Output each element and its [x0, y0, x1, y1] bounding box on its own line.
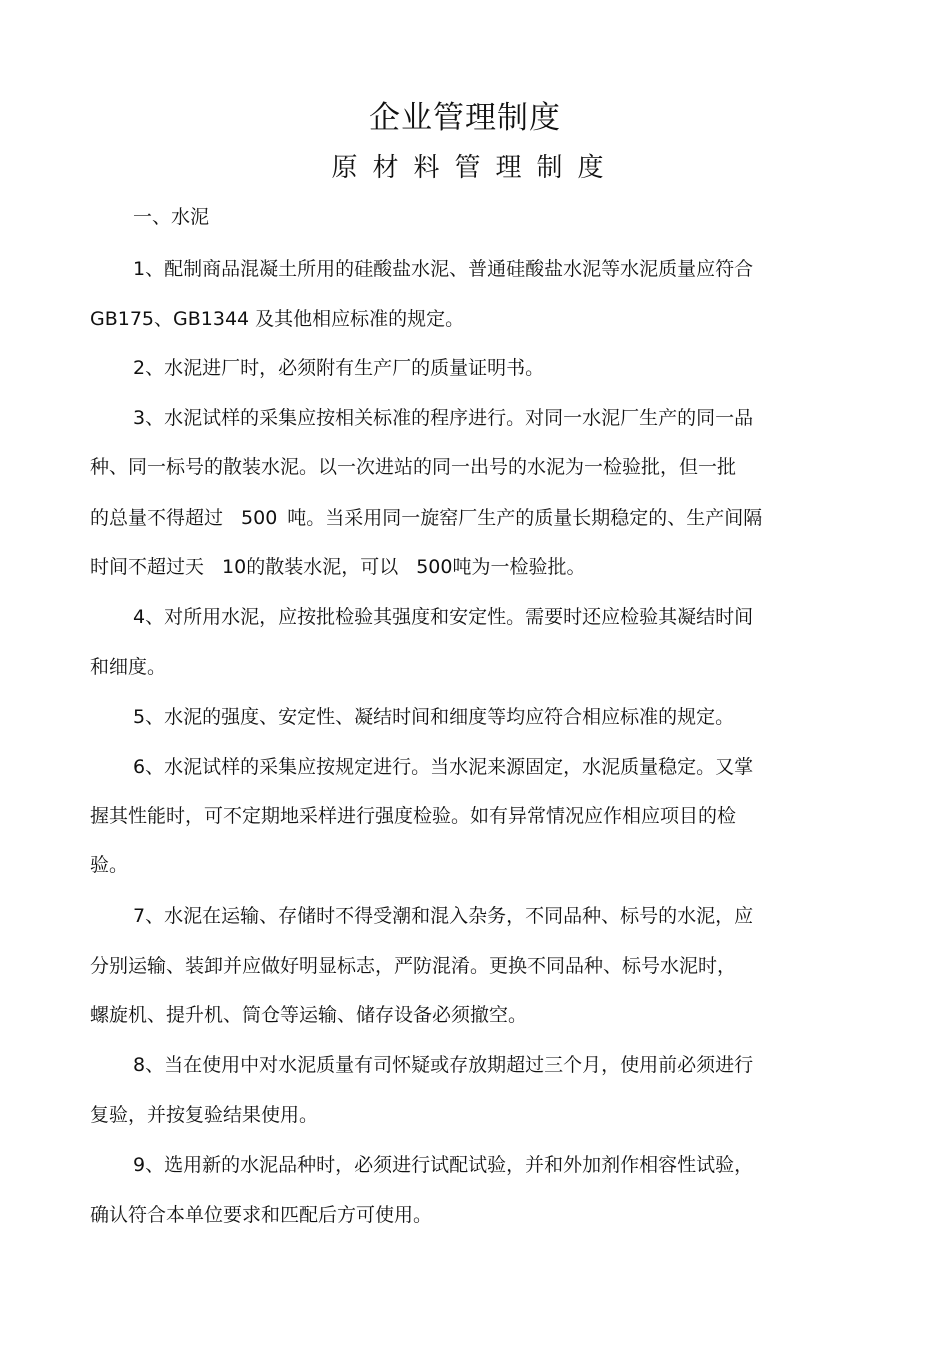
paragraph-line: 和细度。 — [90, 656, 167, 678]
text-segment: 的散装水泥，可以 — [246, 556, 399, 578]
paragraph-line: 确认符合本单位要求和匹配后方可使用。 — [90, 1204, 433, 1226]
quantity-value: 500 — [241, 507, 278, 529]
paragraph-line: 种、同一标号的散装水泥。以一次进站的同一出号的水泥为一检验批，但一批 — [90, 456, 737, 478]
paragraph-line: 4、对所用水泥，应按批检验其强度和安定性。需要时还应检验其凝结时间 — [133, 606, 754, 628]
paragraph-line: 9、选用新的水泥品种时，必须进行试配试验，并和外加剂作相容性试验， — [133, 1154, 754, 1176]
paragraph-line — [90, 552, 835, 582]
paragraph-line: 6、水泥试样的采集应按规定进行。当水泥来源固定，水泥质量稳定。又掌 — [133, 756, 754, 778]
paragraph-line: 螺旋机、提升机、筒仓等运输、储存设备必须撤空。 — [90, 1004, 528, 1026]
paragraph-line: 复验，并按复验结果使用。 — [90, 1104, 319, 1126]
quantity-value: 10 — [222, 556, 247, 578]
text-segment: 时间不超过天 — [90, 556, 205, 578]
document-subtitle: 原材料管理制度 — [331, 153, 619, 183]
paragraph-line: 握其性能时，可不定期地采样进行强度检验。如有异常情况应作相应项目的检 — [90, 805, 737, 827]
paragraph-line — [90, 503, 835, 533]
text-segment: 的总量不得超过 — [90, 507, 224, 529]
text-segment: 吨为一检验批。 — [452, 556, 586, 578]
document-title: 企业管理制度 — [369, 100, 561, 136]
section-heading: 一、水泥 — [133, 206, 210, 228]
paragraph-line: 分别运输、装卸并应做好明显标志，严防混淆。更换不同品种、标号水泥时， — [90, 955, 737, 977]
text-segment: 吨。当采用同一旋窑厂生产的质量长期稳定的、生产间隔 — [287, 507, 763, 529]
paragraph-line: 验。 — [90, 854, 129, 876]
paragraph-line: 3、水泥试样的采集应按相关标准的程序进行。对同一水泥厂生产的同一品 — [133, 407, 754, 429]
quantity-value: 500 — [416, 556, 453, 578]
paragraph-line: 2、水泥进厂时，必须附有生产厂的质量证明书。 — [133, 357, 545, 379]
paragraph-line: 8、当在使用中对水泥质量有司怀疑或存放期超过三个月，使用前必须进行 — [133, 1054, 754, 1076]
paragraph-line: 7、水泥在运输、存储时不得受潮和混入杂务，不同品种、标号的水泥，应 — [133, 905, 754, 927]
paragraph-line: GB175、GB1344 及其他相应标准的规定。 — [90, 308, 465, 330]
paragraph-line: 5、水泥的强度、安定性、凝结时间和细度等均应符合相应标准的规定。 — [133, 706, 735, 728]
paragraph-line: 1、配制商品混凝土所用的硅酸盐水泥、普通硅酸盐水泥等水泥质量应符合 — [133, 258, 754, 280]
